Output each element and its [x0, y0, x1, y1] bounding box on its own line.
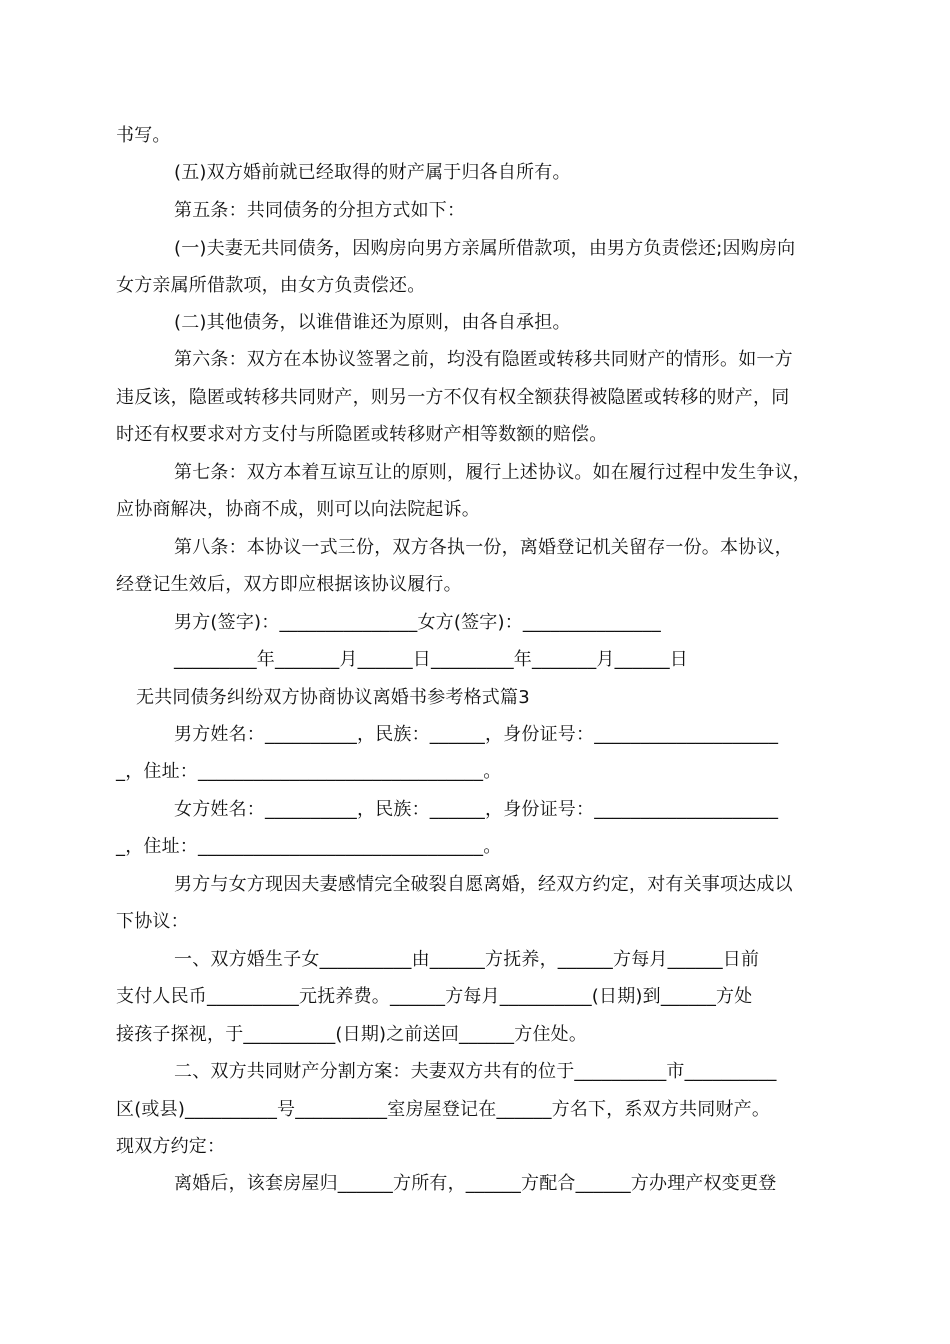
text-line: 女方亲属所借款项，由女方负责偿还。 [116, 275, 426, 296]
text-line: (二)其他债务，以谁借谁还为原则，由各自承担。 [174, 312, 571, 333]
section-heading: 无共同债务纠纷双方协商协议离婚书参考格式篇3 [136, 687, 530, 708]
text-line: 男方姓名：__________，民族：______，身份证号：____________________ [174, 724, 779, 745]
text-line: 经登记生效后，双方即应根据该协议履行。 [116, 574, 462, 595]
text-line: 现双方约定： [116, 1136, 226, 1157]
text-line: 书写。 [116, 125, 171, 146]
text-line: _，住址：_______________________________。 [116, 761, 502, 782]
text-line: 一、双方婚生子女__________由______方抚养，______方每月______日前 [174, 949, 760, 970]
text-line: 男方与女方现因夫妻感情完全破裂自愿离婚，经双方约定，对有关事项达成以 [174, 874, 793, 895]
text-line: 离婚后，该套房屋归______方所有，______方配合______方办理产权变更登 [174, 1173, 777, 1194]
text-line: 女方姓名：__________，民族：______，身份证号：____________________ [174, 799, 779, 820]
text-line: _，住址：_______________________________。 [116, 836, 502, 857]
date-line: _________年_______月______日_________年_______月______日 [174, 649, 688, 670]
text-line: 第八条：本协议一式三份，双方各执一份，离婚登记机关留存一份。本协议， [174, 537, 793, 558]
text-line: 二、双方共同财产分割方案：夫妻双方共有的位于__________市__________ [174, 1061, 777, 1082]
text-line: 第六条：双方在本协议签署之前，均没有隐匿或转移共同财产的情形。如一方 [174, 349, 793, 370]
text-line: 支付人民币__________元抚养费。______方每月__________(日期)到______方处 [116, 986, 753, 1007]
text-line: 下协议： [116, 911, 189, 932]
text-line: 接孩子探视，于__________(日期)之前送回______方住处。 [116, 1024, 588, 1045]
text-line: 违反该，隐匿或转移共同财产，则另一方不仅有权全额获得被隐匿或转移的财产，同 [116, 387, 790, 408]
text-line: (一)夫妻无共同债务，因购房向男方亲属所借款项，由男方负责偿还;因购房向 [174, 238, 796, 259]
signature-line: 男方(签字)：_______________女方(签字)：_______________ [174, 612, 661, 633]
text-line: 应协商解决，协商不成，则可以向法院起诉。 [116, 499, 480, 520]
text-line: 第七条：双方本着互谅互让的原则，履行上述协议。如在履行过程中发生争议， [174, 462, 811, 483]
text-line: 第五条：共同债务的分担方式如下： [174, 200, 466, 221]
text-line: 时还有权要求对方支付与所隐匿或转移财产相等数额的赔偿。 [116, 424, 608, 445]
text-line: (五)双方婚前就已经取得的财产属于归各自所有。 [174, 162, 571, 183]
text-line: 区(或县)__________号__________室房屋登记在______方名下，系双方共同财产。 [116, 1099, 771, 1120]
